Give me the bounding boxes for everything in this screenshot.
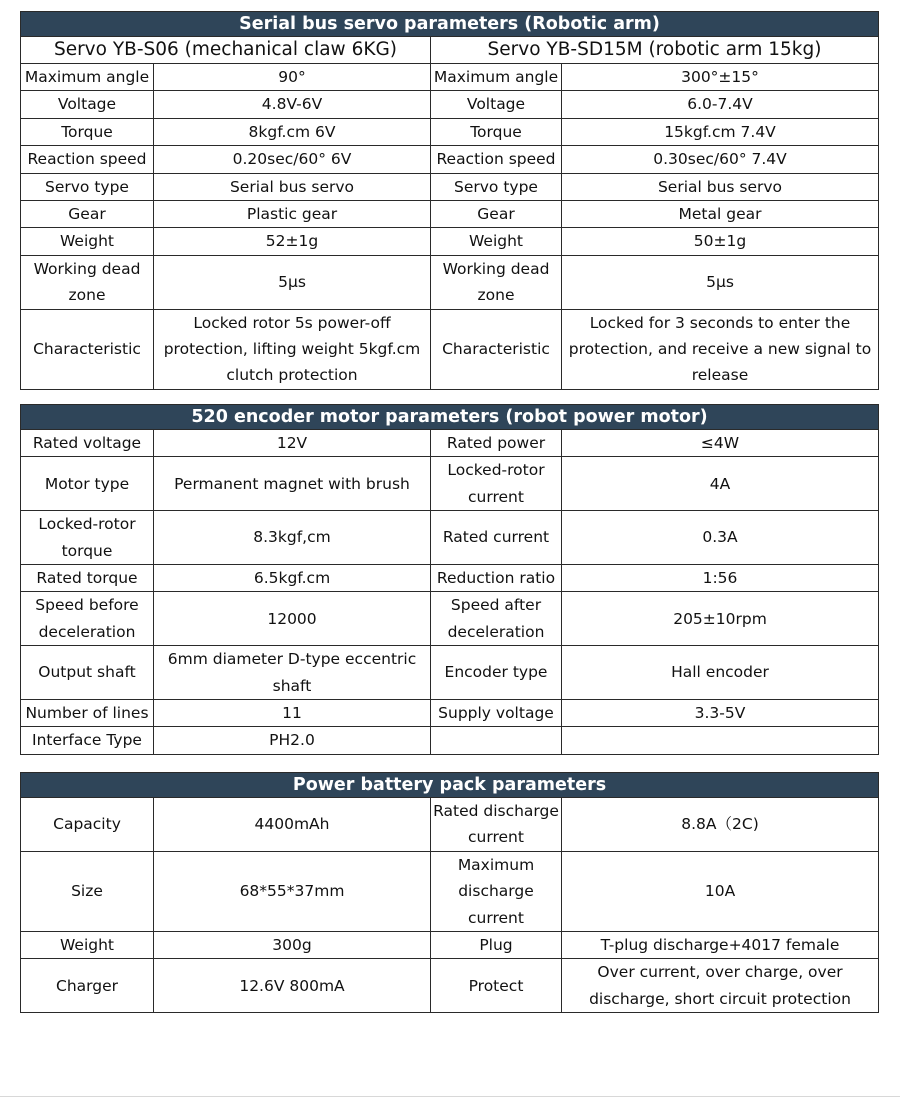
row-value: 300°±15° xyxy=(562,64,879,91)
table-row xyxy=(21,91,879,118)
row-value: Plastic gear xyxy=(154,201,431,228)
row-value: 300g xyxy=(154,932,431,959)
row-label: Torque xyxy=(431,118,562,145)
row-label: Maximum angle xyxy=(431,64,562,91)
row-value: PH2.0 xyxy=(154,727,431,754)
row-value: 12V xyxy=(154,430,431,457)
row-value: Over current, over charge, over discharge, short circuit protection xyxy=(562,959,879,1013)
table-row xyxy=(21,228,879,255)
row-value: 6mm diameter D-type eccentric shaft xyxy=(154,646,431,700)
row-value: 15kgf.cm 7.4V xyxy=(562,118,879,145)
table-row xyxy=(21,851,879,931)
row-value: Permanent magnet with brush xyxy=(154,457,431,511)
row-label: Number of lines xyxy=(21,700,154,727)
table-row xyxy=(21,700,879,727)
row-value: ≤4W xyxy=(562,430,879,457)
table-row xyxy=(21,798,879,852)
table-row xyxy=(21,457,879,511)
row-label: Locked-rotor torque xyxy=(21,511,154,565)
row-value: Hall encoder xyxy=(562,646,879,700)
row-value: 3.3-5V xyxy=(562,700,879,727)
row-label: Reaction speed xyxy=(21,146,154,173)
row-label: Capacity xyxy=(21,798,154,852)
battery-params-table xyxy=(20,772,879,1013)
motor-table-title: 520 encoder motor parameters (robot power motor) xyxy=(21,405,879,430)
row-value: 68*55*37mm xyxy=(154,851,431,931)
row-value: 12000 xyxy=(154,592,431,646)
row-label: Working dead zone xyxy=(21,255,154,309)
row-label: Locked-rotor current xyxy=(431,457,562,511)
row-value: 0.30sec/60° 7.4V xyxy=(562,146,879,173)
servo-right-model: Servo YB-SD15M (robotic arm 15kg) xyxy=(431,37,879,64)
row-value: 4.8V-6V xyxy=(154,91,431,118)
table-row xyxy=(21,932,879,959)
row-value: Serial bus servo xyxy=(562,173,879,200)
row-label: Weight xyxy=(21,228,154,255)
row-value: 0.3A xyxy=(562,511,879,565)
row-value xyxy=(562,727,879,754)
row-value: Serial bus servo xyxy=(154,173,431,200)
row-label: Speed before deceleration xyxy=(21,592,154,646)
row-value: 12.6V 800mA xyxy=(154,959,431,1013)
table-row xyxy=(21,309,879,389)
row-value: 8kgf.cm 6V xyxy=(154,118,431,145)
row-label: Servo type xyxy=(21,173,154,200)
row-label: Voltage xyxy=(431,91,562,118)
row-label: Rated power xyxy=(431,430,562,457)
row-label: Gear xyxy=(431,201,562,228)
row-value: 8.3kgf,cm xyxy=(154,511,431,565)
row-value: 4A xyxy=(562,457,879,511)
row-label: Rated discharge current xyxy=(431,798,562,852)
row-value: 8.8A（2C) xyxy=(562,798,879,852)
battery-table-title: Power battery pack parameters xyxy=(21,773,879,798)
servo-params-table xyxy=(20,11,879,390)
servo-table-title: Serial bus servo parameters (Robotic arm) xyxy=(21,12,879,37)
table-row xyxy=(21,646,879,700)
table-row xyxy=(21,727,879,754)
table-row xyxy=(21,959,879,1013)
table-row xyxy=(21,64,879,91)
row-label: Torque xyxy=(21,118,154,145)
table-row xyxy=(21,146,879,173)
row-value: 50±1g xyxy=(562,228,879,255)
table-row xyxy=(21,592,879,646)
row-value: 90° xyxy=(154,64,431,91)
row-label xyxy=(431,727,562,754)
row-label: Gear xyxy=(21,201,154,228)
table-row xyxy=(21,118,879,145)
row-label: Working dead zone xyxy=(431,255,562,309)
row-label: Charger xyxy=(21,959,154,1013)
row-label: Supply voltage xyxy=(431,700,562,727)
row-value: 52±1g xyxy=(154,228,431,255)
row-label: Protect xyxy=(431,959,562,1013)
row-label: Encoder type xyxy=(431,646,562,700)
table-row xyxy=(21,173,879,200)
row-value: 5μs xyxy=(562,255,879,309)
row-value: 1:56 xyxy=(562,565,879,592)
row-value: Metal gear xyxy=(562,201,879,228)
row-value: Locked for 3 seconds to enter the protection, and receive a new signal to release xyxy=(562,309,879,389)
row-label: Motor type xyxy=(21,457,154,511)
row-label: Reaction speed xyxy=(431,146,562,173)
row-value: T-plug discharge+4017 female xyxy=(562,932,879,959)
row-label: Weight xyxy=(21,932,154,959)
page-divider xyxy=(0,1096,900,1097)
row-label: Servo type xyxy=(431,173,562,200)
row-label: Interface Type xyxy=(21,727,154,754)
row-value: 5μs xyxy=(154,255,431,309)
row-label: Reduction ratio xyxy=(431,565,562,592)
row-label: Voltage xyxy=(21,91,154,118)
row-value: 205±10rpm xyxy=(562,592,879,646)
row-label: Weight xyxy=(431,228,562,255)
servo-left-model: Servo YB-S06 (mechanical claw 6KG) xyxy=(21,37,431,64)
table-row xyxy=(21,255,879,309)
row-label: Characteristic xyxy=(21,309,154,389)
row-value: 4400mAh xyxy=(154,798,431,852)
row-value: 6.0-7.4V xyxy=(562,91,879,118)
row-value: 0.20sec/60° 6V xyxy=(154,146,431,173)
row-label: Size xyxy=(21,851,154,931)
row-label: Rated current xyxy=(431,511,562,565)
row-value: 10A xyxy=(562,851,879,931)
row-label: Output shaft xyxy=(21,646,154,700)
table-row xyxy=(21,201,879,228)
row-label: Rated torque xyxy=(21,565,154,592)
row-label: Plug xyxy=(431,932,562,959)
row-label: Maximum discharge current xyxy=(431,851,562,931)
row-label: Speed after deceleration xyxy=(431,592,562,646)
row-value: Locked rotor 5s power-off protection, lifting weight 5kgf.cm clutch protection xyxy=(154,309,431,389)
row-value: 11 xyxy=(154,700,431,727)
row-value: 6.5kgf.cm xyxy=(154,565,431,592)
row-label: Maximum angle xyxy=(21,64,154,91)
row-label: Characteristic xyxy=(431,309,562,389)
table-row xyxy=(21,565,879,592)
motor-params-table xyxy=(20,404,879,755)
table-row xyxy=(21,430,879,457)
table-row xyxy=(21,511,879,565)
row-label: Rated voltage xyxy=(21,430,154,457)
